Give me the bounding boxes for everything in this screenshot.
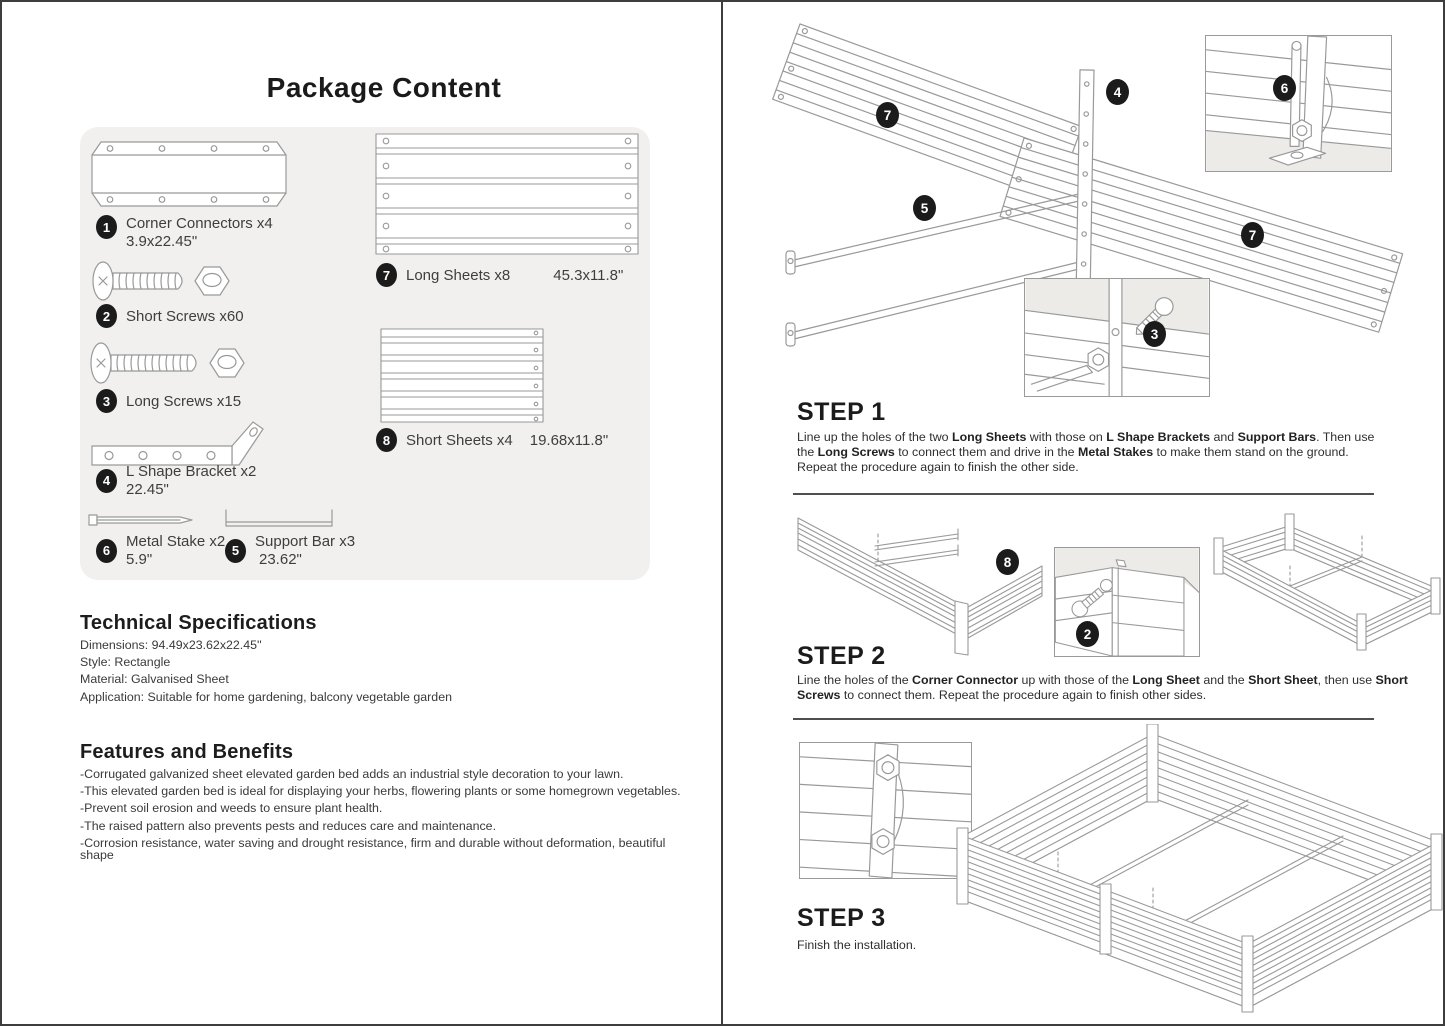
page-divider — [721, 2, 723, 1024]
part-item-short-sheets — [376, 428, 608, 452]
step1-stake-inset — [1205, 35, 1392, 172]
spec-material: Material: Galvanised Sheet — [80, 672, 229, 687]
feature-line: -Prevent soil erosion and weeds to ensure plant health. — [80, 801, 383, 816]
part-label: L Shape Bracket x2 — [126, 463, 257, 480]
part-number-badge: 1 — [96, 215, 117, 239]
part-number-badge: 2 — [96, 304, 117, 328]
callout-marker-support-bar: 5 — [913, 195, 936, 221]
part-dims: 5.9" — [126, 551, 153, 568]
support-bar-illustration — [222, 507, 336, 529]
step1-description: Line up the holes of the two Long Sheets with those on L Shape Brackets and Support Bars. Then use the Long Screws to connect them and drive in the Metal Stakes to make them stand on the ground. Repeat the procedure again to finish the other side. — [797, 430, 1375, 474]
part-number-badge: 8 — [376, 428, 397, 452]
callout-marker-metal-stake: 6 — [1273, 75, 1296, 101]
feature-line: -Corrugated galvanized sheet elevated garden bed adds an industrial style decoration to your lawn. — [80, 767, 624, 781]
part-item-long-screws — [96, 389, 241, 413]
part-label: Long Sheets x8 — [406, 266, 511, 284]
l-shape-bracket-illustration — [90, 419, 270, 469]
step2-description: Line the holes of the Corner Connector up with those of the Long Sheet and the Short Sheet, then use Short Screws to connect them. Repeat the procedure again to finish other sides. — [797, 673, 1408, 702]
section-divider — [793, 718, 1374, 720]
part-item-short-screws — [96, 304, 244, 328]
step2-heading: STEP 2 — [797, 642, 886, 670]
part-number-badge: 3 — [96, 389, 117, 413]
step3-bolt-inset — [799, 742, 972, 879]
callout-marker-long-sheet-right: 7 — [1241, 222, 1264, 248]
part-label: Corner Connectors x4 — [126, 215, 273, 232]
part-number-badge: 6 — [96, 539, 117, 563]
part-label: Support Bar x3 — [255, 533, 356, 550]
part-dims: 23.62" — [259, 551, 302, 568]
corner-connector-illustration — [88, 138, 290, 210]
long-screw-illustration — [88, 338, 253, 388]
callout-marker-long-screw: 3 — [1143, 321, 1166, 347]
part-label: Short Screws x60 — [126, 307, 244, 325]
step2-screw-inset — [1054, 547, 1200, 657]
part-item-support-bar — [225, 533, 355, 568]
callout-marker-short-screw: 2 — [1076, 621, 1099, 647]
features-lines — [80, 768, 700, 867]
part-number-badge: 4 — [96, 469, 117, 493]
callout-marker-short-sheet: 8 — [996, 549, 1019, 575]
step3-finished-bed-diagram — [948, 724, 1443, 1026]
page-title: Package Content — [266, 72, 502, 103]
tech-specs-lines — [80, 639, 640, 708]
step1-heading: STEP 1 — [797, 398, 886, 426]
part-item-long-sheets — [376, 263, 623, 287]
metal-stake-illustration — [88, 511, 198, 529]
step1-screw-inset — [1024, 278, 1210, 397]
section-divider — [793, 493, 1374, 495]
feature-line: -Corrosion resistance, water saving and drought resistance, firm and durable without deformation, beautiful shape — [80, 835, 666, 863]
part-label: Long Screws x15 — [126, 392, 242, 410]
spec-application: Application: Suitable for home gardening, balcony vegetable garden — [80, 689, 452, 704]
step3-description: Finish the installation. — [797, 938, 917, 952]
feature-line: -The raised pattern also prevents pests and reduces care and maintenance. — [80, 818, 497, 833]
feature-line: -This elevated garden bed is ideal for displaying your herbs, flowering plants or some homegrown vegetables. — [80, 784, 681, 799]
features-heading: Features and Benefits — [80, 741, 294, 763]
spec-dimensions: Dimensions: 94.49x23.62x22.45'' — [80, 638, 262, 652]
short-screw-illustration — [90, 258, 240, 304]
part-item-l-shape-bracket — [96, 463, 256, 498]
part-dims: 3.9x22.45" — [126, 233, 198, 250]
part-number-badge: 5 — [225, 539, 246, 563]
step3-heading: STEP 3 — [797, 904, 886, 932]
callout-marker-l-shape-bracket: 4 — [1106, 79, 1129, 105]
part-dims: 19.68x11.8" — [529, 431, 609, 449]
short-sheet-illustration — [379, 327, 545, 424]
part-number-badge: 7 — [376, 263, 397, 287]
spec-style: Style: Rectangle — [80, 655, 171, 670]
callout-marker-long-sheet-left: 7 — [876, 102, 899, 128]
part-label: Short Sheets x4 — [406, 431, 513, 449]
part-dims: 22.45" — [126, 481, 169, 498]
part-item-metal-stake — [96, 533, 225, 568]
long-sheet-illustration — [374, 132, 640, 256]
part-item-corner-connectors — [96, 215, 273, 250]
part-dims: 45.3x11.8" — [553, 266, 624, 284]
step2-assembly-diagram — [790, 508, 1050, 656]
part-label: Metal Stake x2 — [126, 533, 226, 550]
step2-frame-diagram — [1204, 506, 1442, 658]
tech-specs-heading: Technical Specifications — [80, 612, 317, 634]
